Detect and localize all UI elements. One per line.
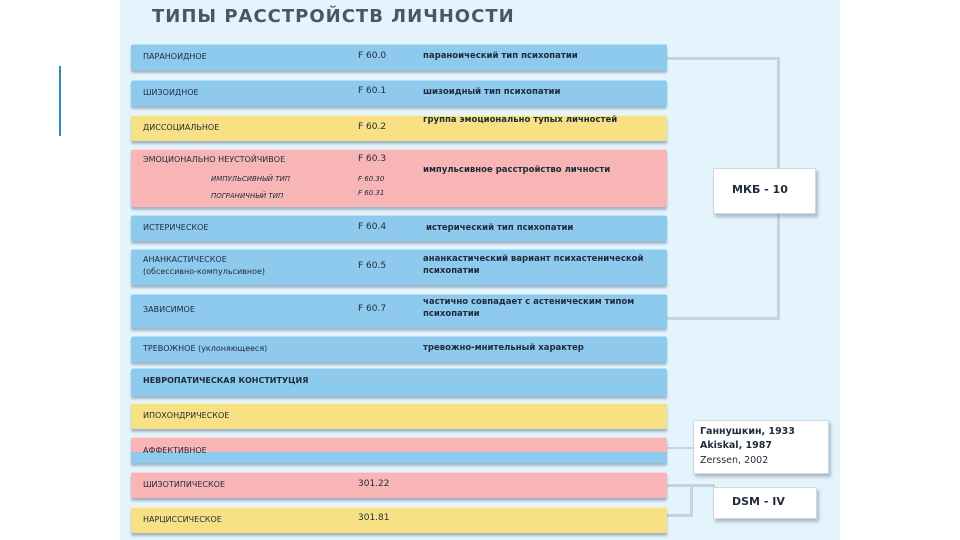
- row-schizoid-code: F 60.1: [358, 86, 387, 96]
- row-histrionic-desc: истерический тип психопатии: [426, 223, 574, 233]
- row-emotional-code: F 60.3: [358, 154, 387, 164]
- icd-bracket-top: [667, 57, 780, 60]
- row-emotional-sub1-code: F 60.30: [358, 175, 385, 183]
- row-schizoid-name: ШИЗОИДНОЕ: [143, 88, 199, 97]
- dsm-bracket-vertical: [690, 484, 693, 517]
- row-affective-name: АФФЕКТИВНОЕ: [143, 446, 207, 455]
- row-schizotypal-code: 301.22: [358, 479, 390, 489]
- row-dependent-code: F 60.7: [358, 304, 387, 314]
- dsm-bracket-top: [667, 484, 715, 487]
- row-schizoid-desc: шизоидный тип психопатии: [423, 87, 561, 97]
- authors-line-2: Akiskal, 1987: [700, 440, 772, 451]
- row-emotional-name: ЭМОЦИОНАЛЬНО НЕУСТОЙЧИВОЕ: [143, 155, 286, 164]
- row-dependent-desc1: частично совпадает с астеническим типом: [423, 297, 635, 307]
- dsm-iv-box: [713, 487, 817, 519]
- row-emotional-sub2: ПОГРАНИЧНЫЙ ТИП: [211, 192, 284, 200]
- row-anankastic-name2: (обсессивно-компульсивное): [143, 267, 266, 276]
- authors-box: [693, 420, 829, 474]
- dsm-iv-label: DSM - IV: [732, 495, 785, 508]
- row-dependent-desc2: психопатии: [423, 309, 480, 319]
- authors-line-3: Zerssen, 2002: [700, 455, 769, 466]
- row-histrionic-code: F 60.4: [358, 222, 387, 232]
- icd-10-label: МКБ - 10: [732, 183, 788, 196]
- row-paranoid-code: F 60.0: [358, 51, 387, 61]
- row-schizoid: [131, 80, 667, 106]
- row-histrionic-name: ИСТЕРИЧЕСКОЕ: [143, 223, 209, 232]
- icd-bracket-bottom: [667, 317, 780, 320]
- row-emotional-sub1: ИМПУЛЬСИВНЫЙ ТИП: [211, 175, 291, 183]
- row-emotional-sub2-code: F 60.31: [358, 189, 385, 197]
- row-anankastic-code: F 60.5: [358, 261, 387, 271]
- row-neuropathic-name: НЕВРОПАТИЧЕСКАЯ КОНСТИТУЦИЯ: [143, 376, 309, 385]
- row-narcissistic-code: 301.81: [358, 513, 390, 523]
- row-anankastic-name: АНАНКАСТИЧЕСКОЕ: [143, 255, 227, 264]
- row-paranoid-desc: параноический тип психопатии: [423, 51, 578, 61]
- authors-line-1: Ганнушкин, 1933: [700, 426, 795, 437]
- row-affective: [131, 437, 667, 463]
- row-paranoid-name: ПАРАНОИДНОЕ: [143, 52, 207, 61]
- row-narcissistic-name: НАРЦИССИЧЕСКОЕ: [143, 515, 222, 524]
- row-schizotypal-name: ШИЗОТИПИЧЕСКОЕ: [143, 480, 225, 489]
- dsm-bracket-bottom: [667, 514, 693, 517]
- row-dissocial-code: F 60.2: [358, 122, 387, 132]
- icd-10-box: [713, 168, 816, 214]
- row-emotional-desc: импульсивное расстройство личности: [423, 165, 611, 175]
- row-anankastic-desc1: ананкастический вариант психастенической: [423, 254, 644, 264]
- row-histrionic: [131, 215, 667, 241]
- row-anankastic-desc2: психопатии: [423, 266, 480, 276]
- authors-connector: [667, 447, 693, 449]
- row-hypochondriac-name: ИПОХОНДРИЧЕСКОЕ: [143, 411, 230, 420]
- page-title: ТИПЫ РАССТРОЙСТВ ЛИЧНОСТИ: [152, 6, 515, 27]
- row-anxious-desc: тревожно-мнительный характер: [423, 343, 584, 353]
- row-anxious-name: ТРЕВОЖНОЕ (уклоняющееся): [143, 344, 268, 353]
- row-dissocial-desc: группа эмоционально тупых личностей: [423, 115, 618, 125]
- row-dependent-name: ЗАВИСИМОЕ: [143, 305, 195, 314]
- row-paranoid: [131, 44, 667, 70]
- row-dissocial-name: ДИССОЦИАЛЬНОЕ: [143, 123, 220, 132]
- accent-line: [59, 66, 61, 136]
